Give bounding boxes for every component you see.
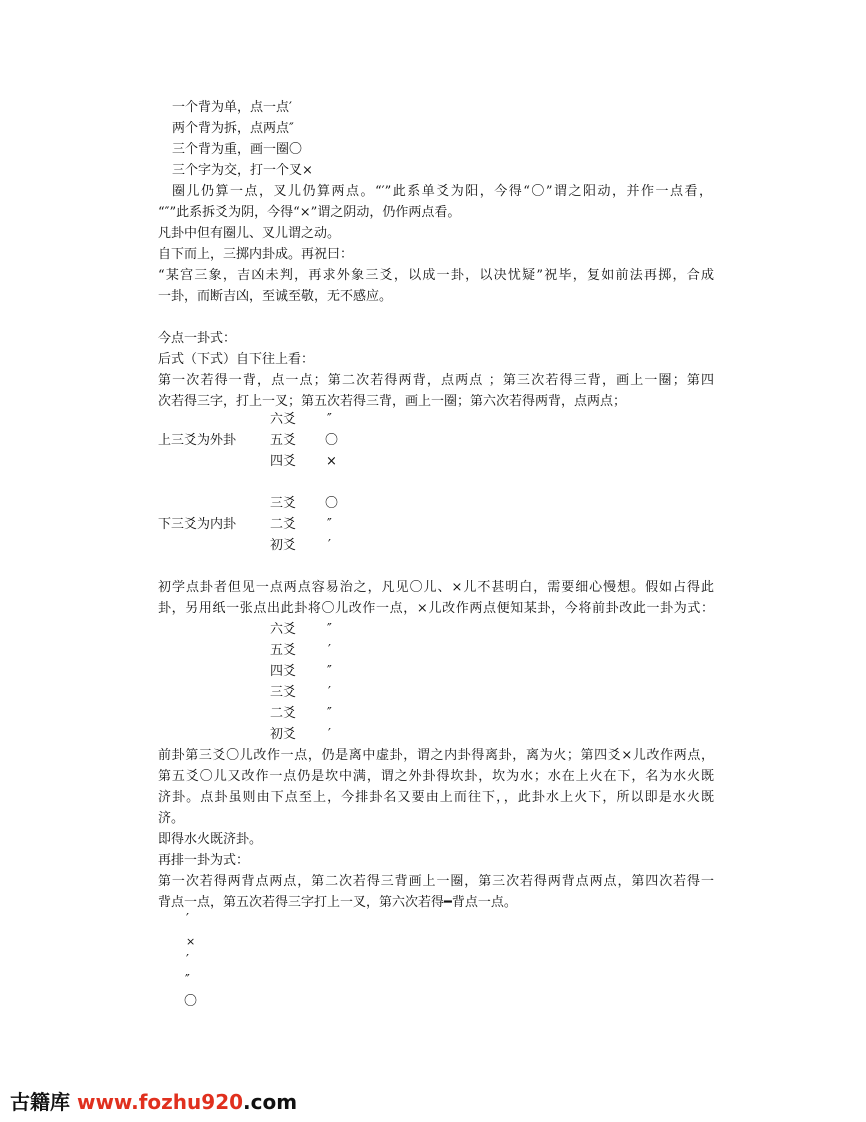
yao-mark: ′ [328, 727, 331, 742]
site-watermark [10, 1086, 297, 1115]
yao-label: 二爻 [270, 706, 297, 721]
yao-mark: ″ [327, 412, 332, 427]
intro-line: 一个背为单，点一点′ [172, 100, 292, 115]
intro-line: “″”此系拆爻为阴，今得“×”谓之阴动，仍作两点看。 [158, 205, 461, 220]
yao-mark: ′ [328, 643, 331, 658]
intro-line: 一卦，而断吉凶，至诚至敬，无不感应。 [158, 289, 393, 304]
yao-label: 五爻 [270, 433, 297, 448]
intro-line: 三个背为重，画一圈〇 [172, 142, 303, 157]
watermark-left: 古籍库 [10, 1090, 77, 1114]
yao-mark: × [186, 935, 196, 948]
section2-line: 卦，另用纸一张点出此卦将〇儿改作一点，×儿改作两点便知某卦，今将前卦改此一卦为式： [158, 601, 714, 616]
yao-mark: × [326, 454, 337, 469]
yao-mark: 〇 [325, 433, 339, 448]
yao-mark: ″ [185, 973, 190, 988]
intro-line: 两个背为拆，点两点″ [172, 121, 294, 136]
yao-mark: ″ [327, 706, 332, 721]
yao-label: 四爻 [270, 454, 297, 469]
yao-label: 初爻 [270, 727, 297, 742]
intro-line: 凡卦中但有圈儿、叉儿谓之动。 [158, 226, 341, 241]
yao-mark: ″ [327, 517, 332, 532]
section3-line: 再排一卦为式： [158, 853, 250, 868]
section1-line: 第一次若得一背，点一点；第二次若得两背，点两点 ；第三次若得三背，画上一圈；第四 [158, 373, 714, 388]
yao-mark: ″ [327, 622, 332, 637]
section3-line: 背点一点，第五次若得三字打上一叉，第六次若得━背点一点。 [158, 895, 517, 910]
yao-mark: ′ [186, 912, 189, 927]
yao-mark: ′ [328, 685, 331, 700]
section3-line: 第五爻〇儿又改作一点仍是坎中满，谓之外卦得坎卦，坎为水；水在上火在下，名为水火既 [158, 769, 714, 784]
section3-line: 前卦第三爻〇儿改作一点，仍是离中虚卦，谓之内卦得离卦，离为火；第四爻×儿改作两点， [158, 748, 714, 763]
yao-label: 四爻 [270, 664, 297, 679]
yao-label: 三爻 [270, 685, 297, 700]
intro-line: 三个字为交，打一个叉× [172, 163, 313, 178]
section1-line: 次若得三字，打上一叉；第五次若得三背，画上一圈；第六次若得两背，点两点； [158, 394, 627, 409]
section3-line: 济。 [158, 811, 185, 826]
yao-label: 三爻 [270, 496, 297, 511]
section1-line: 今点一卦式： [158, 331, 237, 346]
yao-mark: ′ [186, 953, 189, 968]
section1-line: 后式（下式）自下往上看： [158, 352, 315, 367]
yao-label: 六爻 [270, 412, 297, 427]
intro-line: “某宫三象，吉凶未判，再求外象三爻，以成一卦，以决忧疑”祝毕，复如前法再掷，合成 [158, 268, 714, 283]
section3-line: 第一次若得两背点两点，第二次若得三背画上一圈，第三次若得两背点两点，第四次若得一 [158, 874, 714, 889]
yao-label: 五爻 [270, 643, 297, 658]
outer-trigram-label: 上三爻为外卦 [158, 433, 237, 448]
yao-mark: ″ [327, 664, 332, 679]
section2-line: 初学点卦者但见一点两点容易治之，凡见〇儿、×儿不甚明白，需要细心慢想。假如占得此 [158, 580, 714, 595]
inner-trigram-label: 下三爻为内卦 [158, 517, 237, 532]
yao-mark: 〇 [184, 994, 198, 1009]
yao-label: 初爻 [270, 538, 297, 553]
yao-label: 二爻 [270, 517, 297, 532]
watermark-suffix: .com [243, 1090, 298, 1114]
yao-label: 六爻 [270, 622, 297, 637]
yao-mark: 〇 [325, 496, 339, 511]
section3-line: 济卦。点卦虽则由下点至上，今排卦名又要由上而往下，，此卦水上火下，所以即是水火既 [158, 790, 714, 805]
intro-line: 圈儿仍算一点，叉儿仍算两点。“′”此系单爻为阳，今得“〇”谓之阳动，并作一点看， [172, 184, 712, 199]
intro-line: 自下而上，三掷内卦成。再祝曰： [158, 247, 354, 262]
section3-line: 即得水火既济卦。 [158, 832, 263, 847]
yao-mark: ′ [328, 538, 331, 553]
watermark-domain: www.fozhu920 [76, 1090, 244, 1114]
